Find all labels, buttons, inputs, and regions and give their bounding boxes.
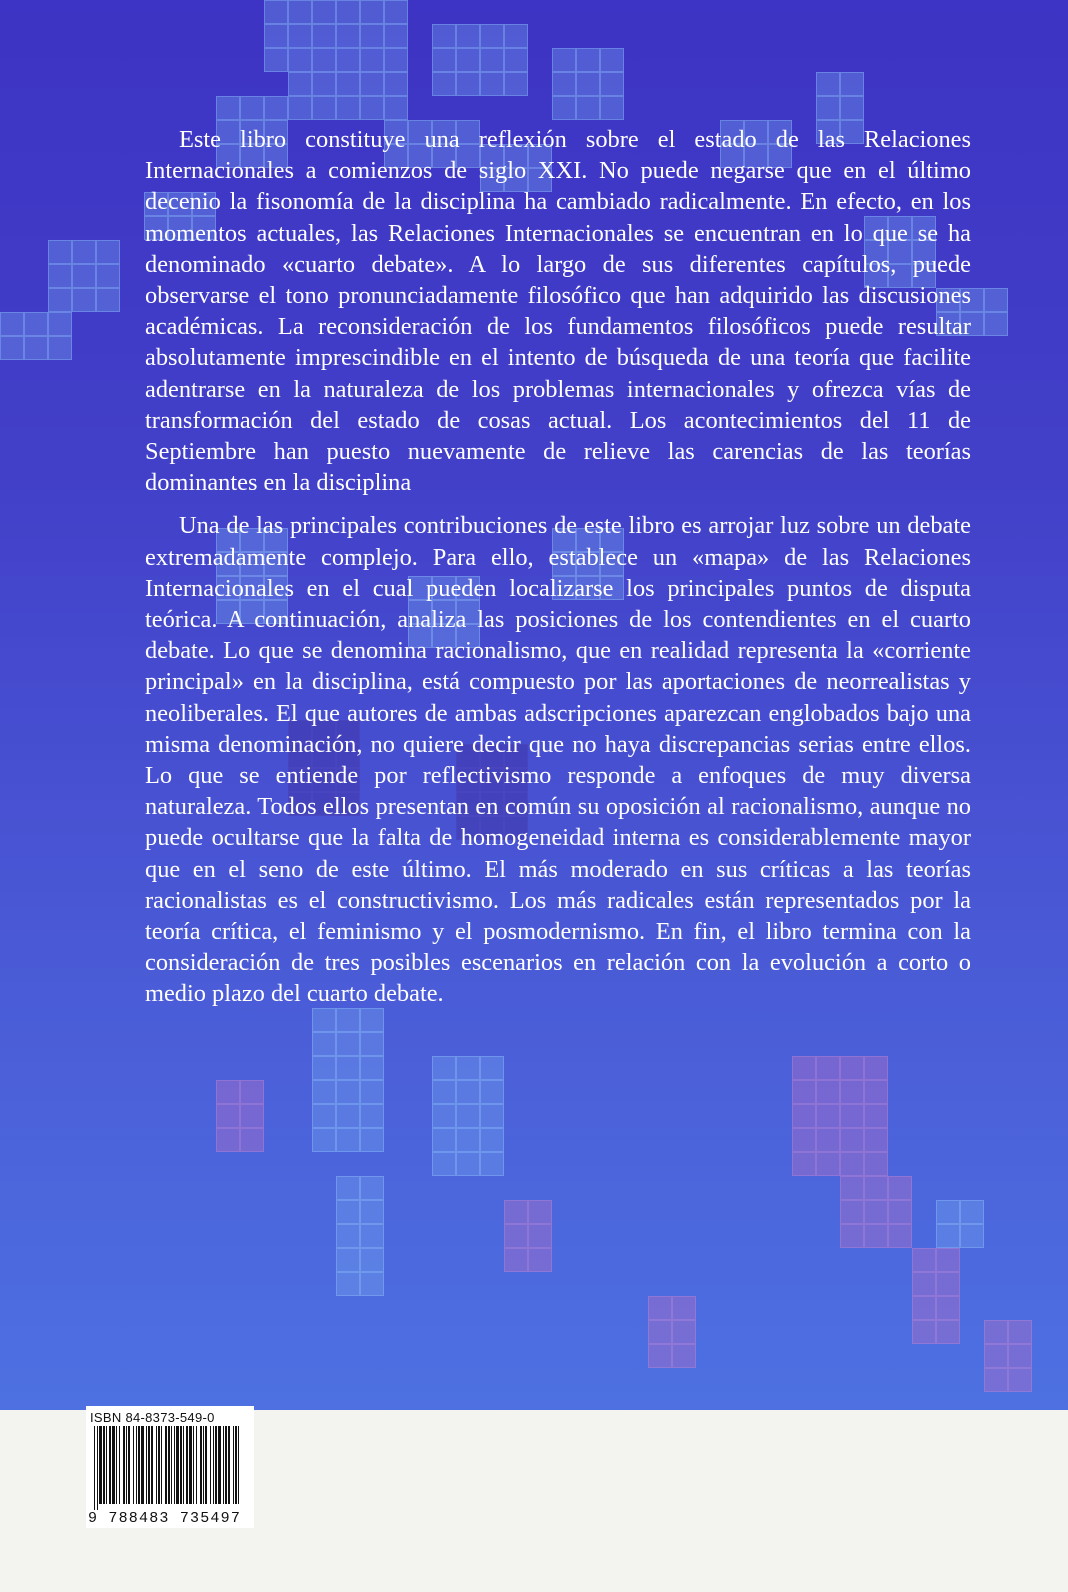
pixel-block — [264, 96, 288, 120]
barcode-bar — [233, 1426, 234, 1504]
pixel-block — [336, 1224, 360, 1248]
barcode-bar — [180, 1426, 182, 1504]
pixel-block — [816, 1104, 840, 1128]
barcode-bar — [161, 1426, 162, 1504]
pixel-block — [312, 24, 336, 48]
barcode-bar — [156, 1426, 157, 1504]
pixel-block — [336, 1200, 360, 1224]
pixel-block — [480, 72, 504, 96]
barcode-bar — [116, 1426, 117, 1504]
pixel-block — [432, 72, 456, 96]
pixel-block — [336, 1008, 360, 1032]
pixel-block — [840, 1056, 864, 1080]
pixel-block — [864, 1176, 888, 1200]
pixel-block — [384, 96, 408, 120]
pixel-block — [864, 1200, 888, 1224]
pixel-block — [216, 1104, 240, 1128]
pixel-block — [336, 1248, 360, 1272]
pixel-block — [288, 48, 312, 72]
pixel-block — [576, 72, 600, 96]
pixel-block — [840, 1176, 864, 1200]
pixel-block — [432, 1104, 456, 1128]
pixel-block — [792, 1080, 816, 1104]
pixel-block — [0, 336, 24, 360]
pixel-block — [336, 1032, 360, 1056]
pixel-block — [864, 1056, 888, 1080]
pixel-block — [864, 1224, 888, 1248]
pixel-block — [360, 1272, 384, 1296]
pixel-block — [456, 72, 480, 96]
pixel-block — [312, 1080, 336, 1104]
pixel-block — [288, 24, 312, 48]
pixel-block — [336, 72, 360, 96]
pixel-block — [360, 1224, 384, 1248]
pixel-block — [384, 48, 408, 72]
cover-blurb — [145, 124, 971, 1010]
pixel-block — [360, 72, 384, 96]
barcode-bar — [141, 1426, 144, 1504]
ean-digits: 9 788483 735497 — [88, 1510, 242, 1527]
pixel-block — [480, 1080, 504, 1104]
pixel-block — [480, 1056, 504, 1080]
barcode-bar — [146, 1426, 147, 1504]
pixel-block — [24, 312, 48, 336]
pixel-block — [312, 48, 336, 72]
pixel-block — [264, 24, 288, 48]
barcode-bar — [151, 1426, 153, 1504]
barcode-bar — [235, 1426, 237, 1504]
pixel-block — [528, 1224, 552, 1248]
pixel-block — [432, 1152, 456, 1176]
pixel-block — [336, 0, 360, 24]
barcode-bar — [97, 1426, 98, 1510]
pixel-block — [432, 1056, 456, 1080]
pixel-block — [336, 1080, 360, 1104]
pixel-block — [336, 1128, 360, 1152]
pixel-block — [240, 1104, 264, 1128]
pixel-block — [648, 1344, 672, 1368]
barcode-bar — [193, 1426, 194, 1504]
pixel-block — [432, 48, 456, 72]
barcode-bar — [228, 1426, 230, 1504]
pixel-block — [360, 1080, 384, 1104]
barcode-bar — [158, 1426, 160, 1504]
pixel-block — [912, 1272, 936, 1296]
pixel-block — [360, 1200, 384, 1224]
pixel-block — [552, 96, 576, 120]
pixel-block — [1008, 1320, 1032, 1344]
pixel-block — [96, 264, 120, 288]
pixel-block — [360, 1176, 384, 1200]
pixel-block — [456, 1152, 480, 1176]
pixel-block — [888, 1176, 912, 1200]
pixel-block — [792, 1056, 816, 1080]
pixel-block — [936, 1296, 960, 1320]
pixel-block — [432, 1080, 456, 1104]
barcode-bar — [103, 1426, 105, 1504]
barcode-bar — [106, 1426, 107, 1504]
pixel-block — [984, 288, 1008, 312]
pixel-block — [840, 1104, 864, 1128]
pixel-block — [1008, 1344, 1032, 1368]
isbn-label: ISBN 84-8373-549-0 — [90, 1410, 215, 1425]
pixel-block — [840, 72, 864, 96]
barcode-bar — [94, 1426, 95, 1510]
pixel-block — [360, 96, 384, 120]
pixel-block — [312, 1128, 336, 1152]
pixel-block — [312, 96, 336, 120]
pixel-block — [216, 1128, 240, 1152]
pixel-block — [864, 1080, 888, 1104]
pixel-block — [816, 1128, 840, 1152]
pixel-block — [480, 24, 504, 48]
pixel-block — [936, 1320, 960, 1344]
blurb-paragraph-2: Una de las principales contribuciones de este libro es arrojar luz sobre un debate extremadamente complejo. Para ello, establece un «mapa» de las Relaciones Internacionales en el cual pueden localizarse los principales puntos de disputa teórica. A continuación, analiza las posiciones de los contendientes en el cuarto debate. Lo que se denomina racionalismo, que en realidad representa la «corriente principal» en la disciplina, está compuesto por las aportaciones de neorrealistas y neoliberales. El que autores de ambas adscripciones aparezcan englobados bajo una misma denominación, no quiere decir que no haya discrepancias serias entre ellos. Lo que se entiende por reflectivismo responde a enfoques de muy diversa naturaleza. Todos ellos presentan en común su oposición al racionalismo, aunque no puede ocultarse que la falta de homogeneidad interna es considerablemente mayor que en el seno de este último. El más moderado en sus críticas a las teorías racionalistas es el constructivismo. Los más radicales están representados por la teoría crítica, el feminismo y el posmodernismo. En fin, el libro termina con la consideración de tres posibles escenarios en relación con la evolución a corto o medio plazo del cuarto debate. — [145, 512, 971, 1008]
pixel-block — [240, 96, 264, 120]
pixel-block — [864, 1128, 888, 1152]
pixel-block — [288, 0, 312, 24]
pixel-block — [360, 24, 384, 48]
pixel-block — [912, 1320, 936, 1344]
pixel-block — [1008, 1368, 1032, 1392]
pixel-block — [288, 96, 312, 120]
pixel-block — [336, 96, 360, 120]
pixel-block — [240, 1080, 264, 1104]
pixel-block — [648, 1320, 672, 1344]
pixel-block — [480, 1104, 504, 1128]
pixel-block — [336, 1104, 360, 1128]
pixel-block — [504, 24, 528, 48]
pixel-block — [72, 240, 96, 264]
pixel-block — [960, 1200, 984, 1224]
barcode-bar — [112, 1426, 115, 1504]
barcode-bar — [171, 1426, 172, 1504]
pixel-block — [888, 1200, 912, 1224]
pixel-block — [216, 96, 240, 120]
pixel-block — [816, 72, 840, 96]
pixel-block — [384, 0, 408, 24]
pixel-block — [648, 1296, 672, 1320]
barcode-bar — [148, 1426, 150, 1504]
pixel-block — [672, 1296, 696, 1320]
pixel-block — [840, 96, 864, 120]
pixel-block — [840, 1152, 864, 1176]
barcode-bar — [165, 1426, 167, 1504]
pixel-block — [504, 1248, 528, 1272]
pixel-block — [0, 312, 24, 336]
pixel-block — [360, 1032, 384, 1056]
pixel-block — [528, 1200, 552, 1224]
pixel-block — [336, 1056, 360, 1080]
pixel-block — [48, 264, 72, 288]
pixel-block — [336, 1176, 360, 1200]
pixel-block — [888, 1224, 912, 1248]
pixel-block — [336, 48, 360, 72]
barcode-box — [86, 1406, 254, 1528]
barcode-bar — [183, 1426, 184, 1504]
pixel-block — [600, 96, 624, 120]
barcode-bar — [136, 1426, 137, 1504]
pixel-block — [792, 1104, 816, 1128]
pixel-block — [480, 48, 504, 72]
barcode-bar — [168, 1426, 170, 1504]
pixel-block — [48, 288, 72, 312]
pixel-block — [336, 24, 360, 48]
pixel-block — [432, 24, 456, 48]
barcode-bar — [109, 1426, 111, 1504]
pixel-block — [312, 1008, 336, 1032]
barcode-bar — [215, 1426, 217, 1504]
pixel-block — [96, 288, 120, 312]
pixel-block — [456, 1104, 480, 1128]
pixel-block — [216, 1080, 240, 1104]
pixel-block — [528, 1248, 552, 1272]
pixel-block — [360, 48, 384, 72]
pixel-block — [360, 0, 384, 24]
pixel-block — [360, 1008, 384, 1032]
pixel-block — [504, 72, 528, 96]
pixel-block — [504, 1224, 528, 1248]
pixel-block — [816, 1080, 840, 1104]
pixel-block — [360, 1056, 384, 1080]
barcode-bar — [176, 1426, 179, 1504]
pixel-block — [840, 1200, 864, 1224]
barcode-bar — [218, 1426, 221, 1504]
pixel-block — [936, 1200, 960, 1224]
pixel-block — [48, 240, 72, 264]
pixel-block — [72, 264, 96, 288]
pixel-block — [984, 1320, 1008, 1344]
pixel-block — [840, 1080, 864, 1104]
barcode-bar — [205, 1426, 207, 1504]
pixel-block — [864, 1104, 888, 1128]
pixel-block — [312, 1032, 336, 1056]
pixel-block — [384, 24, 408, 48]
pixel-block — [480, 1152, 504, 1176]
pixel-block — [96, 240, 120, 264]
blurb-paragraph-1: Este libro constituye una reflexión sobre el estado de las Relaciones Internacionales a comienzos de siglo XXI. No puede negarse que en el último decenio la fisonomía de la disciplina ha cambiado radicalmente. En efecto, en los momentos actuales, las Relaciones Internacionales se encuentran en lo que se ha denominado «cuarto debate». A lo largo de sus diferentes capítulos, puede observarse el tono pronunciadamente filosófico que han adquirido las discusiones académicas. La reconsideración de los fundamentos filosóficos puede resultar absolutamente imprescindible en el intento de búsqueda de una teoría que facilite adentrarse en la naturaleza de los problemas internacionales y ofrezca vías de transformación del estado de cosas actual. Los acontecimientos del 11 de Septiembre han puesto nuevamente de relieve las carencias de las teorías dominantes en la disciplina — [145, 126, 971, 497]
pixel-block — [24, 336, 48, 360]
pixel-block — [600, 48, 624, 72]
pixel-block — [456, 1056, 480, 1080]
pixel-block — [456, 1128, 480, 1152]
barcode-bar — [99, 1426, 102, 1504]
pixel-block — [912, 1248, 936, 1272]
pixel-block — [816, 1056, 840, 1080]
barcode-bar — [225, 1426, 227, 1504]
barcode-bar — [238, 1426, 239, 1504]
pixel-block — [72, 288, 96, 312]
pixel-block — [576, 96, 600, 120]
pixel-block — [984, 1344, 1008, 1368]
pixel-block — [48, 336, 72, 360]
pixel-block — [432, 1128, 456, 1152]
pixel-block — [936, 1224, 960, 1248]
pixel-block — [48, 312, 72, 336]
pixel-block — [960, 1224, 984, 1248]
pixel-block — [552, 72, 576, 96]
pixel-block — [792, 1152, 816, 1176]
pixel-block — [672, 1344, 696, 1368]
pixel-block — [576, 48, 600, 72]
pixel-block — [240, 1128, 264, 1152]
pixel-block — [552, 48, 576, 72]
pixel-block — [312, 1056, 336, 1080]
barcode-bar — [174, 1426, 175, 1504]
barcode-bar — [123, 1426, 125, 1504]
pixel-block — [456, 24, 480, 48]
pixel-block — [672, 1320, 696, 1344]
pixel-block — [504, 1200, 528, 1224]
barcode-bar — [126, 1426, 127, 1504]
pixel-block — [264, 0, 288, 24]
barcode-bar — [223, 1426, 224, 1504]
barcode-bar — [213, 1426, 214, 1504]
barcode-bar — [196, 1426, 197, 1504]
pixel-block — [816, 96, 840, 120]
pixel-block — [312, 72, 336, 96]
pixel-block — [792, 1128, 816, 1152]
pixel-block — [456, 1080, 480, 1104]
pixel-block — [312, 0, 336, 24]
barcode-bar — [186, 1426, 188, 1504]
barcode-bar — [128, 1426, 130, 1504]
pixel-block — [480, 1128, 504, 1152]
pixel-block — [936, 1248, 960, 1272]
pixel-block — [360, 1248, 384, 1272]
pixel-block — [384, 72, 408, 96]
pixel-block — [864, 1152, 888, 1176]
pixel-block — [816, 1152, 840, 1176]
barcode-bar — [210, 1426, 211, 1504]
barcode-bar — [203, 1426, 204, 1504]
barcode-bar — [133, 1426, 134, 1504]
barcode-graphic — [92, 1426, 248, 1510]
pixel-block — [360, 1104, 384, 1128]
pixel-block — [600, 72, 624, 96]
pixel-block — [936, 1272, 960, 1296]
barcode-bar — [200, 1426, 202, 1504]
pixel-block — [984, 312, 1008, 336]
barcode-bar — [119, 1426, 120, 1504]
barcode-bar — [138, 1426, 140, 1504]
pixel-block — [336, 1272, 360, 1296]
pixel-block — [840, 1128, 864, 1152]
barcode-bar — [189, 1426, 192, 1504]
pixel-block — [984, 1368, 1008, 1392]
pixel-block — [360, 1128, 384, 1152]
pixel-block — [312, 1104, 336, 1128]
pixel-block — [288, 72, 312, 96]
pixel-block — [264, 48, 288, 72]
pixel-block — [504, 48, 528, 72]
pixel-block — [912, 1296, 936, 1320]
pixel-block — [456, 48, 480, 72]
pixel-block — [840, 1224, 864, 1248]
